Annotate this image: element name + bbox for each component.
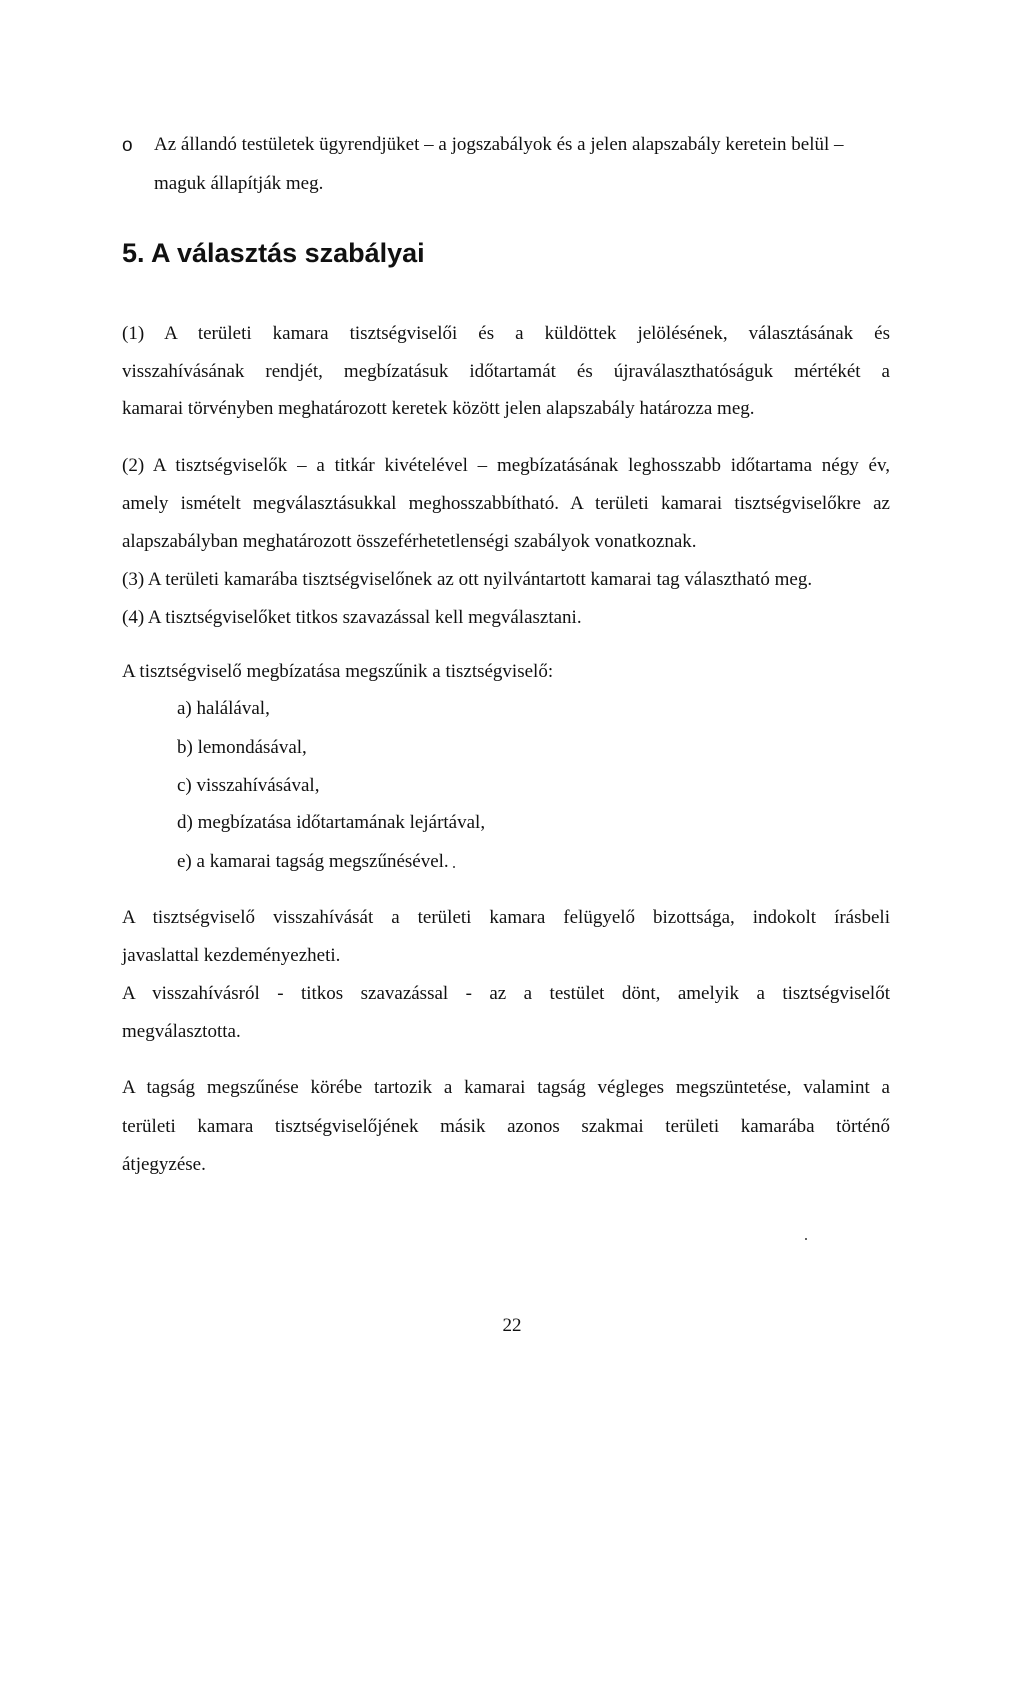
para1-line-2: visszahívásának rendjét, megbízatásuk időtartamát és újraválaszthatóságuk mértékét a bbox=[122, 361, 890, 382]
para2-line-3: alapszabályban meghatározott összeférhetetlenségi szabályok vonatkoznak. bbox=[122, 531, 697, 552]
membership-line-2: területi kamara tisztségviselőjének másik azonos szakmai területi kamarába történő bbox=[122, 1116, 890, 1137]
membership-line-1: A tagság megszűnése körébe tartozik a kamarai tagság végleges megszüntetése, valamint a bbox=[122, 1077, 890, 1098]
para1-line-1: (1) A területi kamara tisztségviselői és a küldöttek jelölésének, választásának és bbox=[122, 323, 890, 344]
recall2-line-2: megválasztotta. bbox=[122, 1021, 241, 1042]
para2-line-1: (2) A tisztségviselők – a titkár kivételével – megbízatásának leghosszabb időtartama négy év, bbox=[122, 455, 890, 476]
section-heading: 5. A választás szabályai bbox=[122, 238, 425, 268]
page-number: 22 bbox=[502, 1315, 522, 1336]
bullet-text-line-1: Az állandó testületek ügyrendjüket – a jogszabályok és a jelen alapszabály keretein belül – bbox=[154, 134, 844, 155]
termination-item-c: c) visszahívásával, bbox=[177, 775, 320, 796]
scan-speck bbox=[453, 866, 455, 868]
termination-item-a: a) halálával, bbox=[177, 698, 270, 719]
termination-item-e: e) a kamarai tagság megszűnésével. bbox=[177, 851, 449, 872]
termination-item-b: b) lemondásával, bbox=[177, 737, 307, 758]
termination-intro: A tisztségviselő megbízatása megszűnik a tisztségviselő: bbox=[122, 661, 554, 682]
recall1-line-2: javaslattal kezdeményezheti. bbox=[122, 945, 341, 966]
scan-speck bbox=[805, 1238, 807, 1240]
bullet-marker: o bbox=[122, 135, 133, 156]
recall1-line-1: A tisztségviselő visszahívását a területi kamara felügyelő bizottsága, indokolt írásbeli bbox=[122, 907, 890, 928]
para2-line-2: amely ismételt megválasztásukkal meghosszabbítható. A területi kamarai tisztségviselőkre az bbox=[122, 493, 890, 514]
bullet-text-line-2: maguk állapítják meg. bbox=[154, 173, 324, 194]
membership-line-3: átjegyzése. bbox=[122, 1154, 206, 1175]
termination-item-d: d) megbízatása időtartamának lejártával, bbox=[177, 812, 486, 833]
para1-line-3: kamarai törvényben meghatározott keretek között jelen alapszabály határozza meg. bbox=[122, 398, 755, 419]
recall2-line-1: A visszahívásról - titkos szavazással - az a testület dönt, amelyik a tisztségviselőt bbox=[122, 983, 890, 1004]
para4-line: (4) A tisztségviselőket titkos szavazással kell megválasztani. bbox=[122, 607, 582, 628]
para3-line: (3) A területi kamarába tisztségviselőnek az ott nyilvántartott kamarai tag választható meg. bbox=[122, 569, 813, 590]
